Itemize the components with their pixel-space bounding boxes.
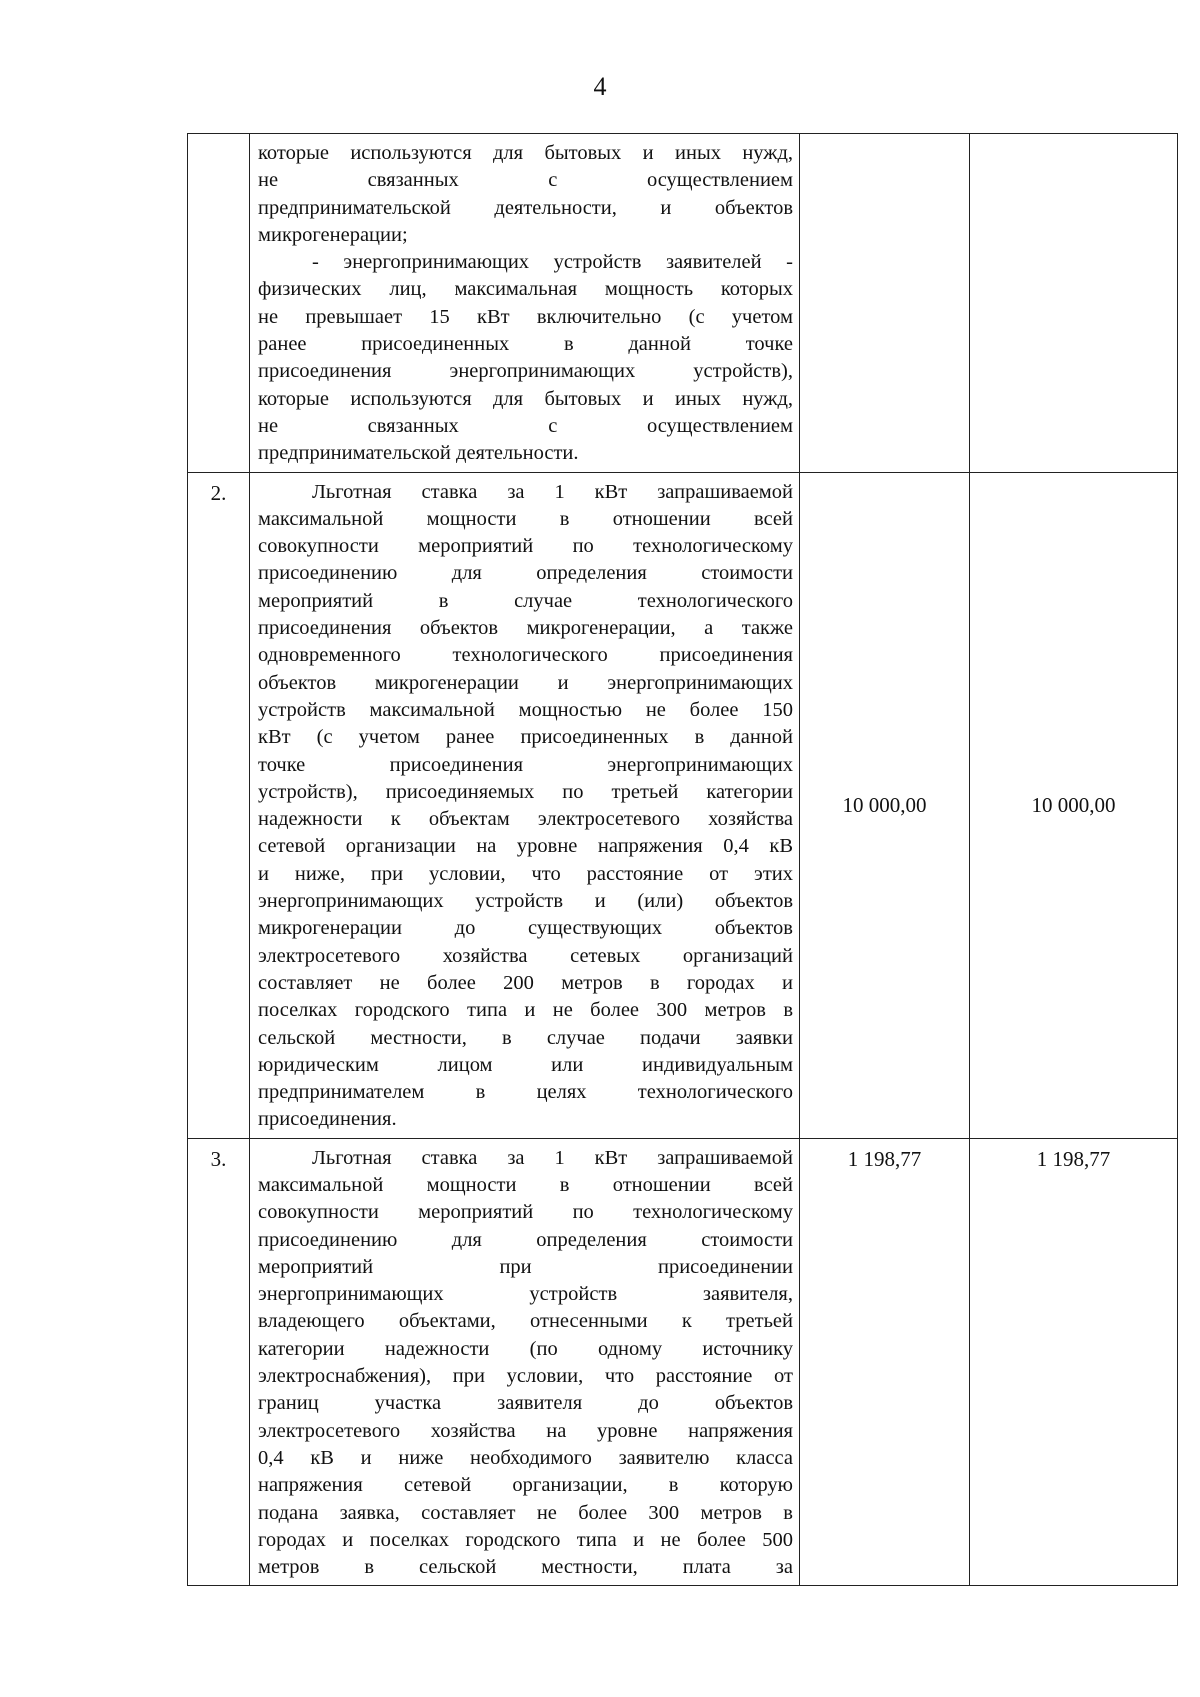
table-row xyxy=(188,472,1178,1138)
table-row xyxy=(188,1138,1178,1586)
row-number: 3. xyxy=(188,1138,250,1586)
description-line: Льготная ставка за 1 кВт запрашиваемой xyxy=(312,480,793,503)
description-line: присоединению для определения стоимости xyxy=(258,1228,793,1251)
description-line: сельской местности, в случае подачи заявки xyxy=(258,1026,793,1049)
description-line: не превышает 15 кВт включительно (с учетом xyxy=(258,305,793,328)
description-line: предпринимательской деятельности. xyxy=(258,442,579,465)
description-line: присоединения энергопринимающих устройств), xyxy=(258,360,793,383)
row-number xyxy=(188,134,250,473)
description-line: электросетевого хозяйства на уровне напряжения xyxy=(258,1419,793,1442)
description-line: Льготная ставка за 1 кВт запрашиваемой xyxy=(312,1146,793,1169)
description-line: кВт (с учетом ранее присоединенных в данной xyxy=(258,726,793,749)
row-value-2 xyxy=(970,134,1178,473)
description-line: совокупности мероприятий по технологическому xyxy=(258,535,793,558)
description-line: городах и поселках городского типа и не более 500 xyxy=(258,1528,793,1551)
description-line: микрогенерации до существующих объектов xyxy=(258,917,793,940)
description-line: присоединения объектов микрогенерации, а также xyxy=(258,617,793,640)
description-line: энергопринимающих устройств заявителя, xyxy=(258,1283,793,1306)
description-line: максимальной мощности в отношении всей xyxy=(258,507,793,530)
description-line: составляет не более 200 метров в городах и xyxy=(258,971,793,994)
row-value-2: 10 000,00 xyxy=(970,472,1178,1138)
description-line: надежности к объектам электросетевого хозяйства xyxy=(258,808,793,831)
description-line: не связанных с осуществлением xyxy=(258,414,793,437)
page-number: 4 xyxy=(593,72,607,101)
description-line: юридическим лицом или индивидуальным xyxy=(258,1053,793,1076)
description-line: мероприятий в случае технологического xyxy=(258,589,793,612)
description-line: подана заявка, составляет не более 300 метров в xyxy=(258,1501,793,1524)
description-line: электроснабжения), при условии, что расстояние от xyxy=(258,1365,793,1388)
description-line: границ участка заявителя до объектов xyxy=(258,1392,793,1415)
description-line: объектов микрогенерации и энергопринимающих xyxy=(258,671,793,694)
row-description xyxy=(250,472,800,1138)
description-line: устройств максимальной мощностью не более 150 xyxy=(258,698,793,721)
table-row xyxy=(188,134,1178,473)
description-line: - энергопринимающих устройств заявителей - xyxy=(312,251,793,274)
description-line: владеющего объектами, отнесенными к третьей xyxy=(258,1310,793,1333)
description-line: одновременного технологического присоединения xyxy=(258,644,793,667)
description-line: мероприятий при присоединении xyxy=(258,1255,793,1278)
description-line: микрогенерации; xyxy=(258,223,408,246)
row-description xyxy=(250,1138,800,1586)
description-line: 0,4 кВ и ниже необходимого заявителю класса xyxy=(258,1446,793,1469)
row-description xyxy=(250,134,800,473)
description-line: предпринимателем в целях технологического xyxy=(258,1081,793,1104)
tariff-table xyxy=(187,133,1178,1586)
description-line: которые используются для бытовых и иных нужд, xyxy=(258,142,793,164)
description-line: точке присоединения энергопринимающих xyxy=(258,753,793,776)
description-line: не связанных с осуществлением xyxy=(258,169,793,192)
description-line: присоединению для определения стоимости xyxy=(258,562,793,585)
description-line: присоединения. xyxy=(258,1108,397,1131)
description-line: электросетевого хозяйства сетевых организаций xyxy=(258,944,793,967)
description-line: ранее присоединенных в данной точке xyxy=(258,333,793,356)
row-value-2: 1 198,77 xyxy=(970,1138,1178,1586)
description-line: совокупности мероприятий по технологическому xyxy=(258,1201,793,1224)
description-line: энергопринимающих устройств и (или) объектов xyxy=(258,890,793,913)
description-line: физических лиц, максимальная мощность которых xyxy=(258,278,793,301)
description-line: устройств), присоединяемых по третьей категории xyxy=(258,780,793,803)
description-line: предпринимательской деятельности, и объектов xyxy=(258,196,793,219)
row-value-1: 1 198,77 xyxy=(800,1138,970,1586)
description-line: и ниже, при условии, что расстояние от этих xyxy=(258,862,793,885)
description-line: сетевой организации на уровне напряжения 0,4 кВ xyxy=(258,835,793,858)
row-value-1: 10 000,00 xyxy=(800,472,970,1138)
description-line: категории надежности (по одному источнику xyxy=(258,1337,793,1360)
description-line: которые используются для бытовых и иных нужд, xyxy=(258,387,793,410)
description-line: метров в сельской местности, плата за xyxy=(258,1556,793,1579)
description-line: максимальной мощности в отношении всей xyxy=(258,1173,793,1196)
description-line: напряжения сетевой организации, в которую xyxy=(258,1474,793,1497)
row-value-1 xyxy=(800,134,970,473)
description-line: поселках городского типа и не более 300 метров в xyxy=(258,999,793,1022)
row-number: 2. xyxy=(188,472,250,1138)
